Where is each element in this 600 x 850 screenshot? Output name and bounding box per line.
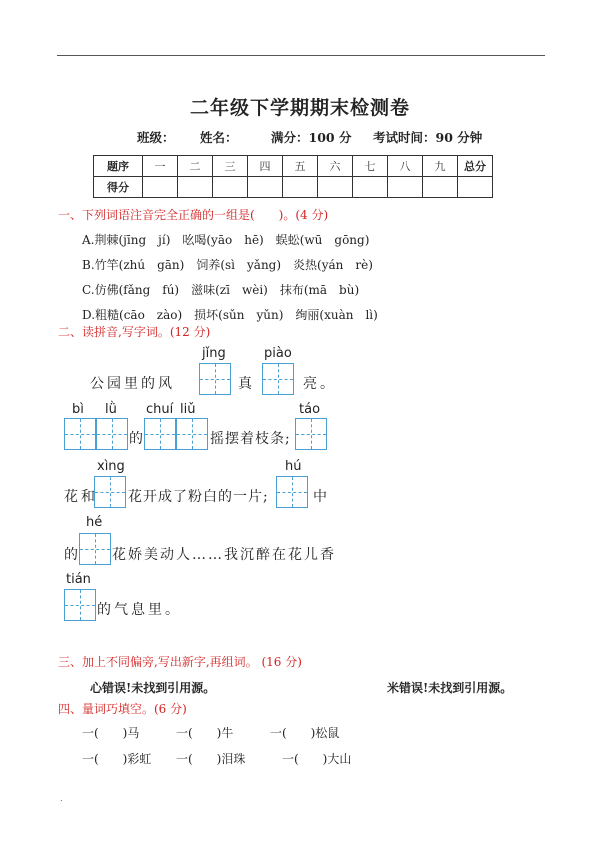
pinyin-tian: tián [66, 572, 91, 587]
name-label: 姓名： [200, 130, 238, 145]
col-total: 总分 [458, 156, 493, 177]
col-7: 七 [353, 156, 388, 177]
q4-blank-tears[interactable]: 一( )泪珠 [176, 752, 246, 766]
score-cell[interactable] [388, 177, 423, 198]
pinyin-bi: bì [72, 402, 84, 417]
q1-option-d[interactable]: D.粗糙(cāo zào) 损坏(sǔn yǔn) 绚丽(xuàn lì) [82, 308, 378, 322]
q2-line1-text-b: 真 [238, 376, 255, 392]
writing-box-liu[interactable] [176, 418, 208, 450]
q1-option-c[interactable]: C.仿佛(fǎng fú) 滋味(zī wèi) 抹布(mā bù) [82, 283, 360, 297]
score-cell[interactable] [213, 177, 248, 198]
pinyin-chui: chuí [146, 402, 174, 417]
pinyin-hu: hú [285, 459, 302, 474]
score-table [93, 155, 493, 198]
q2-line2-text-a: 的 [129, 431, 146, 447]
writing-box-xing[interactable] [94, 476, 126, 508]
q4-blank-squirrel[interactable]: 一( )松鼠 [270, 726, 340, 740]
pinyin-tao: táo [299, 402, 321, 417]
col-1: 一 [143, 156, 178, 177]
score-cell[interactable] [318, 177, 353, 198]
col-4: 四 [248, 156, 283, 177]
q3-item1 [90, 679, 215, 696]
writing-box-jing[interactable] [199, 363, 231, 395]
q4-blank-mountain[interactable]: 一( )大山 [282, 752, 352, 766]
q2-line5-text-a: 的气息里。 [97, 602, 182, 618]
writing-box-hu[interactable] [276, 476, 308, 508]
q1-option-b[interactable]: B.竹竿(zhú gān) 饲养(sì yǎng) 炎热(yán rè) [82, 258, 373, 272]
score-cell[interactable] [143, 177, 178, 198]
footer-dot: . [60, 794, 63, 803]
score-cell[interactable] [423, 177, 458, 198]
col-5: 五 [283, 156, 318, 177]
pinyin-xing: xìng [97, 459, 125, 474]
q1-heading: 一、下列词语注音完全正确的一组是( )。(4 分) [58, 208, 329, 222]
score-cell[interactable] [248, 177, 283, 198]
q2-line4-text-b: 花娇美动人……我沉醉在花儿香 [112, 547, 336, 563]
score-table-score-row [94, 177, 493, 198]
row-label-question-number: 题序 [94, 156, 143, 177]
q3-item2 [387, 679, 512, 696]
q3-item2-error: 错误!未找到引用源。 [399, 681, 513, 695]
q2-line1-text-c: 亮。 [303, 376, 337, 392]
q3-heading: 三、加上不同偏旁,写出新字,再组词。 (16 分) [58, 655, 302, 669]
col-6: 六 [318, 156, 353, 177]
score-cell[interactable] [178, 177, 213, 198]
q2-line4-text-a: 的 [64, 547, 81, 563]
writing-box-tian[interactable] [64, 589, 96, 621]
q2-line3-text-b: 花开成了粉白的一片; [128, 489, 269, 505]
class-label: 班级： [137, 130, 175, 145]
score-cell-total[interactable] [458, 177, 493, 198]
q2-heading: 二、读拼音,写字词。(12 分) [58, 325, 211, 339]
q4-blank-horse[interactable]: 一( )马 [82, 726, 140, 740]
q2-line2-text-b: 摇摆着枝条; [210, 431, 291, 447]
score-cell[interactable] [283, 177, 318, 198]
q3-item1-error: 错误!未找到引用源。 [102, 681, 216, 695]
full-score: 满分：100 分 [271, 130, 352, 145]
q4-heading: 四、量词巧填空。(6 分) [58, 702, 187, 716]
pinyin-lu: lǜ [105, 402, 117, 417]
score-table-header-row [94, 156, 493, 177]
writing-box-tao[interactable] [295, 418, 327, 450]
exam-time: 考试时间：90 分钟 [373, 130, 483, 145]
q2-line3-text-c: 中 [313, 489, 330, 505]
q1-option-a[interactable]: A.荆棘(jīng jí) 吆喝(yāo hē) 蜈蚣(wū gōng) [82, 233, 370, 247]
q3-item1-prefix: 心 [90, 681, 103, 695]
q3-item2-prefix: 米 [387, 681, 400, 695]
q2-line1-text-a: 公园里的风 [90, 376, 175, 392]
col-2: 二 [178, 156, 213, 177]
writing-box-lu[interactable] [96, 418, 128, 450]
score-cell[interactable] [353, 177, 388, 198]
pinyin-liu: liǔ [180, 402, 196, 417]
col-9: 九 [423, 156, 458, 177]
q2-line3-text-a: 花和 [64, 489, 98, 505]
writing-box-piao[interactable] [262, 363, 294, 395]
row-label-score: 得分 [94, 177, 143, 198]
writing-box-he[interactable] [79, 533, 111, 565]
header-rule [57, 55, 545, 56]
q4-blank-rainbow[interactable]: 一( )彩虹 [82, 752, 152, 766]
pinyin-piao: piào [264, 346, 292, 361]
q4-blank-cow[interactable]: 一( )牛 [176, 726, 234, 740]
writing-box-bi[interactable] [64, 418, 96, 450]
col-8: 八 [388, 156, 423, 177]
writing-box-chui[interactable] [144, 418, 176, 450]
page-title: 二年级下学期期末检测卷 [189, 97, 410, 119]
col-3: 三 [213, 156, 248, 177]
pinyin-he: hé [86, 515, 103, 530]
pinyin-jing: jǐng [202, 346, 226, 361]
